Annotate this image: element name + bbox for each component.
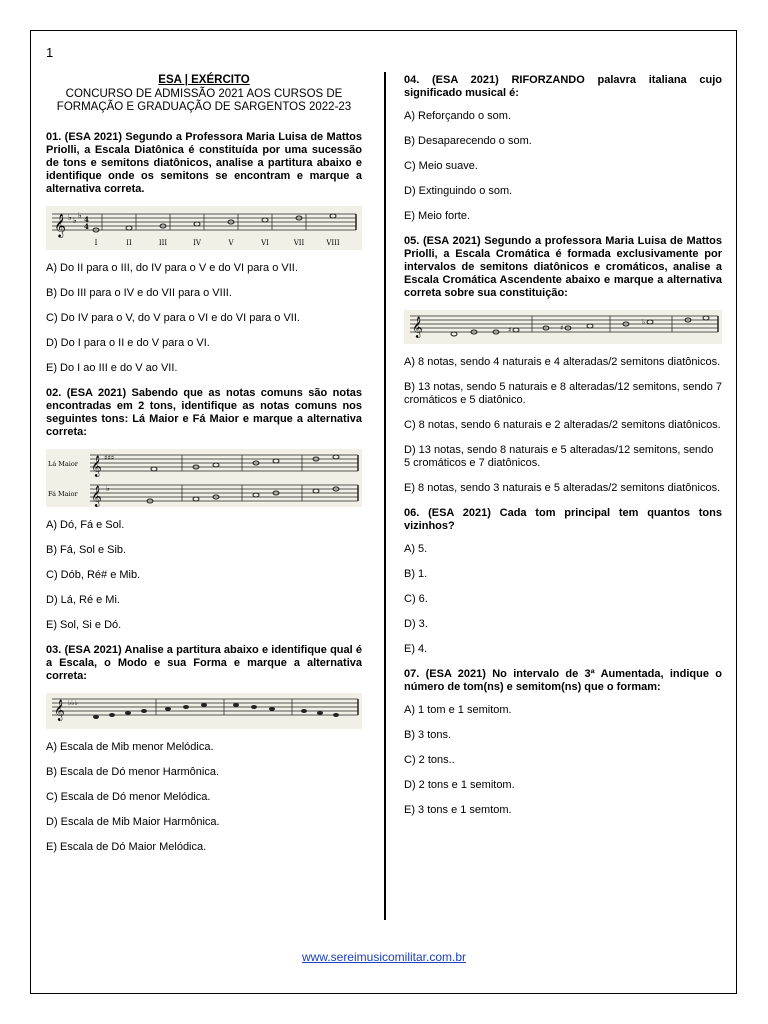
question-stem: 02. (ESA 2021) Sabendo que as notas comuns são notas encontradas em 2 tons, identifique as notas comuns nos seguintes tons: Lá Maior e Fá Maior e marque a alternativa correta: (46, 386, 362, 438)
two-keys-score (46, 449, 362, 507)
question-stem: 05. (ESA 2021) Segundo a professora Maria Luisa de Mattos Priolli, a Escala Cromática é formada exclusivamente por intervalos de semitons diatônicos e cromáticos, analise a Escala Cromática Ascendente abaixo e marque a alternativa correta sobre sua constituição: (404, 235, 722, 299)
svg-text:𝄞: 𝄞 (412, 317, 423, 338)
svg-text:𝄞: 𝄞 (54, 699, 65, 721)
svg-text:♭: ♭ (642, 318, 646, 326)
svg-text:𝄞: 𝄞 (54, 212, 66, 237)
exam-header (46, 74, 362, 115)
svg-text:4: 4 (84, 221, 89, 231)
option-b: B) 13 notas, sendo 5 naturais e 8 alteradas/12 semitons, sendo 7 cromáticos e 5 diatônico. (404, 381, 722, 406)
right-column (404, 74, 722, 829)
option-d: D) Escala de Mib Maior Harmônica. (46, 815, 220, 828)
svg-text:♭: ♭ (106, 483, 110, 493)
option-c: C) 2 tons.. (404, 754, 455, 766)
svg-text:♯♯♯: ♯♯♯ (104, 453, 115, 462)
svg-text:♭: ♭ (68, 212, 72, 222)
option-a: A) Dó, Fá e Sol. (46, 518, 125, 531)
page-footer (0, 950, 768, 964)
option-c: C) 8 notas, sendo 6 naturais e 2 alteradas/2 semitons diatônicos. (404, 419, 721, 431)
exam-header-line2: FORMAÇÃO E GRADUAÇÃO DE SARGENTOS 2022-23 (56, 101, 352, 113)
exam-header-line1: CONCURSO DE ADMISSÃO 2021 AOS CURSOS DE (65, 87, 343, 100)
question-01 (46, 131, 362, 375)
option-e: E) 8 notas, sendo 3 naturais e 5 alteradas/2 semitons diatônicos. (404, 482, 721, 494)
option-a: A) 8 notas, sendo 4 naturais e 4 alteradas/2 semitons diatônicos. (404, 356, 721, 368)
options-list (404, 543, 722, 656)
question-stem: 06. (ESA 2021) Cada tom principal tem quantos tons vizinhos? (404, 507, 722, 532)
question-stem: 04. (ESA 2021) RIFORZANDO palavra italiana cujo significado musical é: (404, 74, 722, 99)
option-c: C) Meio suave. (404, 160, 478, 172)
website-link[interactable]: www.sereimusicomilitar.com.br (301, 950, 467, 964)
svg-text:♭: ♭ (78, 210, 82, 220)
option-c: C) Do IV para o V, do V para o VI e do VI para o VII. (46, 311, 300, 324)
column-divider (384, 72, 386, 920)
question-stem: 03. (ESA 2021) Analise a partitura abaixo e identifique qual é a Escala, o Modo e sua Forma e marque a alternativa correta: (46, 643, 362, 682)
options-list (46, 262, 362, 375)
options-list (404, 110, 722, 223)
svg-text:4: 4 (84, 214, 89, 224)
option-a: A) 1 tom e 1 semitom. (404, 704, 512, 716)
option-e: E) Meio forte. (404, 210, 471, 222)
option-e: E) Do I ao III e do V ao VII. (46, 361, 178, 374)
option-b: B) Escala de Dó menor Harmônica. (46, 765, 220, 778)
question-05 (404, 235, 722, 495)
option-b: B) Desaparecendo o som. (404, 135, 532, 147)
scale-degree-label: II (126, 238, 132, 247)
question-07 (404, 668, 722, 817)
exam-brand: ESA | EXÉRCITO (158, 74, 250, 86)
option-d: D) Extinguindo o som. (404, 185, 513, 197)
staff-label-la-maior: Lá Maior (48, 459, 78, 468)
diatonic-scale-score (46, 206, 362, 250)
option-b: B) 3 tons. (404, 729, 452, 741)
svg-text:𝄞: 𝄞 (91, 455, 102, 477)
options-list (404, 356, 722, 495)
scale-degree-label: VIII (326, 238, 340, 247)
option-c: C) Dób, Ré# e Mib. (46, 568, 141, 581)
question-stem: 01. (ESA 2021) Segundo a Professora Maria Luisa de Mattos Priolli, a Escala Diatônica é constituída por uma sucessão de tons e semitons diatônicos, analise a partitura abaixo e identifique onde os semitons se encontram e marque a alternativa correta. (46, 130, 362, 195)
option-e: E) 4. (404, 643, 428, 655)
scale-degree-label: VI (261, 238, 269, 247)
options-list (404, 704, 722, 817)
left-column (46, 74, 362, 866)
option-d: D) 3. (404, 618, 428, 630)
minor-scale-score (46, 693, 362, 729)
option-e: E) Sol, Si e Dó. (46, 618, 122, 631)
option-d: D) Do I para o II e do V para o VI. (46, 336, 210, 349)
option-a: A) Reforçando o som. (404, 110, 511, 122)
question-02 (46, 387, 362, 632)
svg-text:𝄞: 𝄞 (91, 485, 102, 507)
page-number: 1 (46, 45, 54, 60)
option-c: C) 6. (404, 593, 428, 605)
scale-degree-label: III (158, 238, 168, 247)
option-b: B) Do III para o IV e do VII para o VIII. (46, 286, 232, 299)
scale-degree-label: I (94, 238, 98, 247)
scale-degree-label: V (228, 238, 234, 247)
options-list (46, 741, 362, 854)
option-d: D) 2 tons e 1 semitom. (404, 779, 515, 791)
options-list (46, 519, 362, 632)
scale-degree-label: VII (293, 238, 305, 247)
option-c: C) Escala de Dó menor Melódica. (46, 790, 211, 803)
chromatic-scale-score (404, 310, 722, 344)
option-d: D) 13 notas, sendo 8 naturais e 5 alteradas/12 semitons, sendo 5 cromáticos e 7 diatônicos. (404, 444, 714, 469)
svg-text:♭: ♭ (73, 215, 77, 225)
svg-text:♯: ♯ (508, 326, 512, 334)
question-03 (46, 644, 362, 854)
scale-degree-label: IV (193, 238, 201, 247)
option-e: E) Escala de Dó Maior Melódica. (46, 840, 207, 853)
question-06 (404, 507, 722, 656)
option-a: A) Do II para o III, do IV para o V e do VI para o VII. (46, 261, 298, 274)
question-stem: 07. (ESA 2021) No intervalo de 3ª Aumentada, indique o número de tom(ns) e semitom(ns) que o formam: (404, 668, 722, 693)
option-a: A) Escala de Mib menor Melódica. (46, 740, 214, 753)
option-a: A) 5. (404, 543, 428, 555)
svg-text:♯: ♯ (560, 324, 564, 332)
option-d: D) Lá, Ré e Mi. (46, 593, 120, 606)
option-b: B) Fá, Sol e Sib. (46, 543, 127, 556)
staff-label-fa-maior: Fá Maior (48, 489, 78, 498)
option-b: B) 1. (404, 568, 428, 580)
option-e: E) 3 tons e 1 semtom. (404, 804, 512, 816)
question-04 (404, 74, 722, 223)
svg-text:♭♭♭: ♭♭♭ (68, 698, 78, 707)
